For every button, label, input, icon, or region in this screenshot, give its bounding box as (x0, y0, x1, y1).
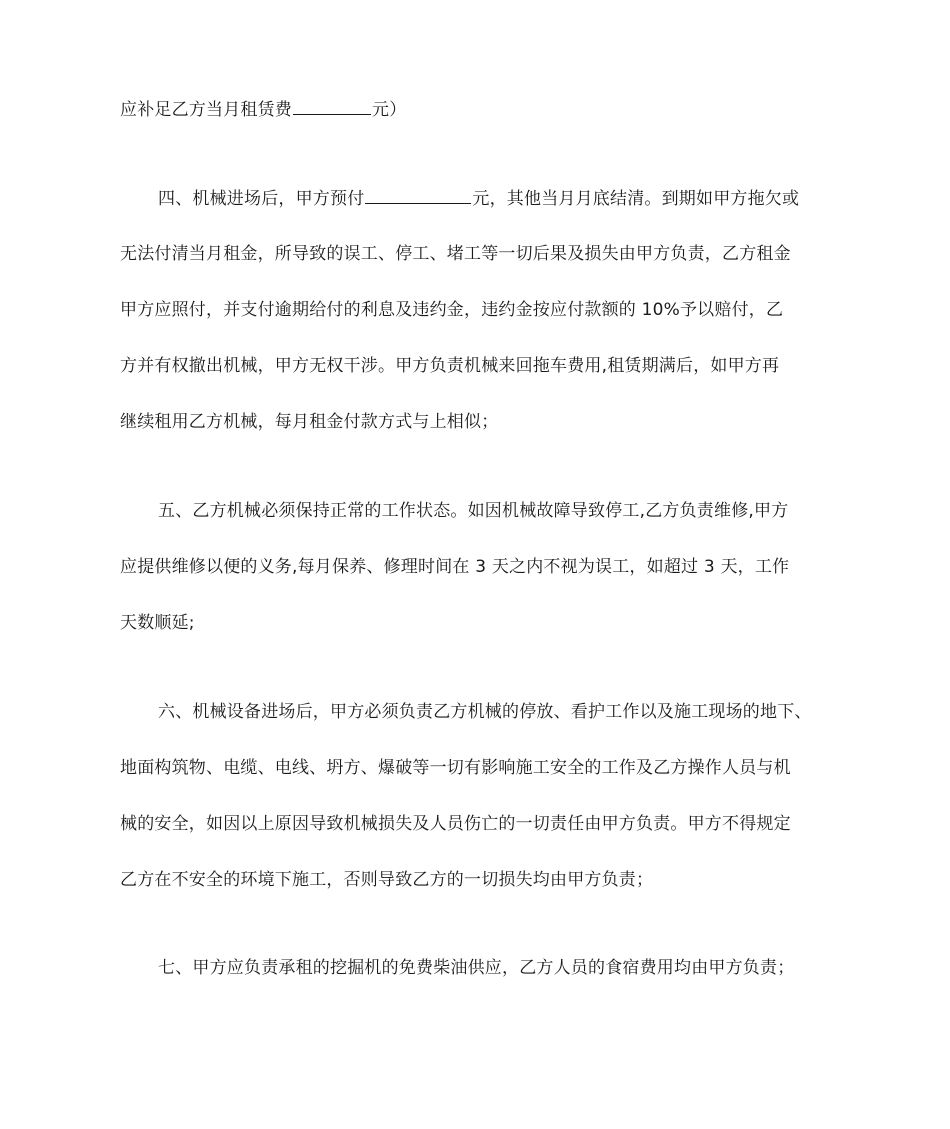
clause-4-line-2: 无法付清当月租金，所导致的误工、停工、堵工等一切后果及损失由甲方负责，乙方租金 (120, 244, 791, 264)
clause-4-text-b: 元，其他当月月底结清。到期如甲方拖欠或 (472, 189, 800, 209)
clause-6-line-2: 地面构筑物、电缆、电线、坍方、爆破等一切有影响施工安全的工作及乙方操作人员与机 (120, 758, 791, 778)
clause-6-line-3: 械的安全，如因以上原因导致机械损失及人员伤亡的一切责任由甲方负责。甲方不得规定 (120, 814, 791, 834)
prepayment-blank (365, 186, 471, 204)
continuation-text: 应补足乙方当月租赁费 (120, 100, 292, 120)
clause-6-line-1: 六、机械设备进场后，甲方必须负责乙方机械的停放、看护工作以及施工现场的地下、 (158, 702, 812, 722)
clause-5-line-2: 应提供维修以便的义务,每月保养、修理时间在 3 天之内不视为误工，如超过 3 天，工作 (120, 557, 790, 577)
clause-4-line-5: 继续租用乙方机械，每月租金付款方式与上相似； (120, 412, 499, 432)
clause-4-text-a: 四、机械进场后，甲方预付 (158, 189, 365, 209)
continuation-tail: 元） (372, 100, 407, 120)
clause-4-line-3: 甲方应照付，并支付逾期给付的利息及违约金，违约金按应付款额的 10%予以赔付，乙 (120, 300, 784, 320)
clause-6-line-4: 乙方在不安全的环境下施工，否则导致乙方的一切损失均由甲方负责； (120, 870, 654, 890)
clause-5-line-1: 五、乙方机械必须保持正常的工作状态。如因机械故障导致停工,乙方负责维修,甲方 (158, 501, 789, 521)
continuation-line (120, 97, 406, 121)
clause-7-line-1: 七、甲方应负责承租的挖掘机的免费柴油供应，乙方人员的食宿费用均由甲方负责； (158, 958, 795, 978)
clause-4-line-1 (158, 186, 799, 210)
rent-amount-blank (293, 97, 371, 115)
clause-4-line-4: 方并有权撤出机械，甲方无权干涉。甲方负责机械来回拖车费用,租赁期满后，如甲方再 (120, 356, 780, 376)
clause-5-line-3: 天数顺延; (120, 613, 195, 633)
